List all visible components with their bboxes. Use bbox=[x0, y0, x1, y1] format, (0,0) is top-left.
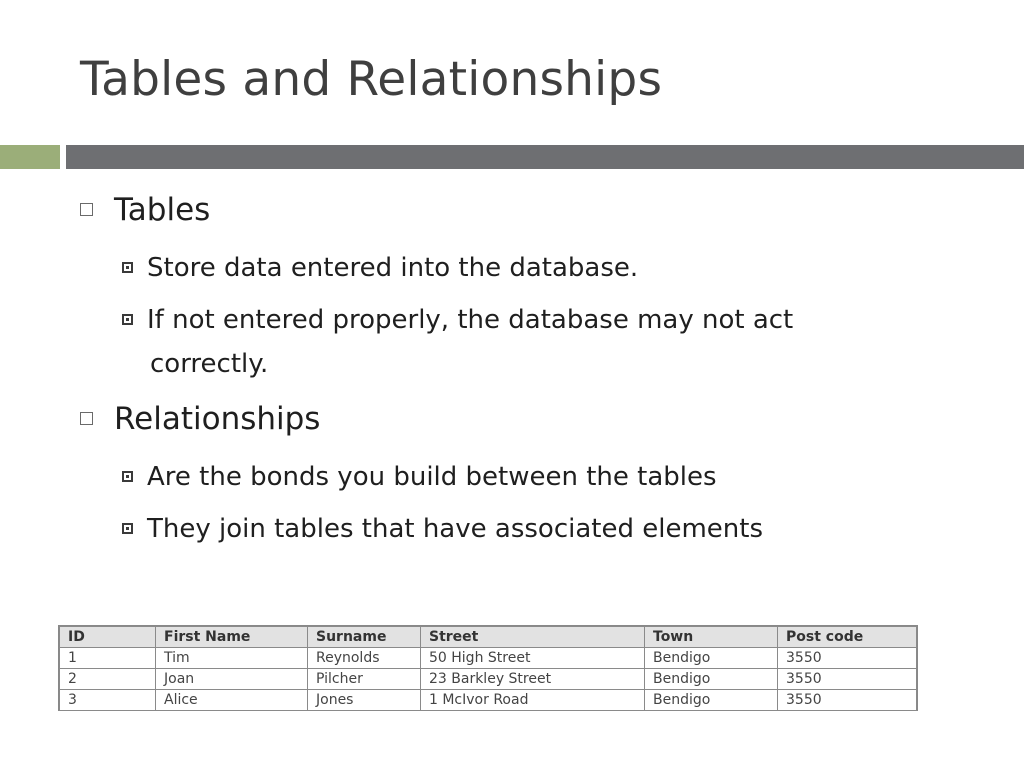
table-cell: 1 McIvor Road bbox=[421, 690, 645, 711]
sub-bullet-text: Store data entered into the database. bbox=[147, 253, 639, 283]
bullet-relationships bbox=[80, 401, 320, 437]
sub-bullet bbox=[122, 298, 922, 342]
data-table bbox=[59, 626, 917, 711]
table-cell: 2 bbox=[60, 669, 156, 690]
example-table bbox=[58, 625, 918, 711]
filled-square-bullet-icon bbox=[122, 471, 133, 482]
table-cell: 3550 bbox=[778, 648, 917, 669]
column-header-post-code: Post code bbox=[778, 627, 917, 648]
table-cell: 23 Barkley Street bbox=[421, 669, 645, 690]
bullet-label: Relationships bbox=[114, 401, 321, 437]
table-cell: Bendigo bbox=[645, 690, 778, 711]
hollow-square-bullet-icon bbox=[80, 412, 93, 425]
table-cell: 3550 bbox=[778, 690, 917, 711]
table-cell: Reynolds bbox=[308, 648, 421, 669]
filled-square-bullet-icon bbox=[122, 262, 133, 273]
table-row bbox=[60, 690, 917, 711]
column-header-id: ID bbox=[60, 627, 156, 648]
table-cell: Alice bbox=[156, 690, 308, 711]
table-cell: 3 bbox=[60, 690, 156, 711]
sub-bullet-continuation bbox=[122, 342, 950, 386]
hollow-square-bullet-icon bbox=[80, 203, 93, 216]
column-header-street: Street bbox=[421, 627, 645, 648]
sub-bullet bbox=[122, 507, 922, 551]
table-cell: 1 bbox=[60, 648, 156, 669]
sub-bullet-text: They join tables that have associated elements bbox=[147, 514, 763, 544]
slide-title: Tables and Relationships bbox=[80, 52, 663, 107]
table-cell: Bendigo bbox=[645, 669, 778, 690]
bullet-tables bbox=[80, 192, 210, 228]
filled-square-bullet-icon bbox=[122, 523, 133, 534]
sub-bullet-text: Are the bonds you build between the tables bbox=[147, 462, 717, 492]
bullet-label: Tables bbox=[114, 192, 211, 228]
sub-bullet bbox=[122, 455, 922, 499]
sub-bullet bbox=[122, 246, 922, 290]
title-divider-bar bbox=[66, 145, 1024, 169]
table-cell: 3550 bbox=[778, 669, 917, 690]
table-cell: Jones bbox=[308, 690, 421, 711]
sub-bullet-text: If not entered properly, the database may not act bbox=[147, 305, 794, 335]
table-cell: Pilcher bbox=[308, 669, 421, 690]
table-cell: Joan bbox=[156, 669, 308, 690]
filled-square-bullet-icon bbox=[122, 314, 133, 325]
accent-bar bbox=[0, 145, 60, 169]
table-row bbox=[60, 648, 917, 669]
table-cell: Bendigo bbox=[645, 648, 778, 669]
column-header-surname: Surname bbox=[308, 627, 421, 648]
table-row bbox=[60, 669, 917, 690]
column-header-first-name: First Name bbox=[156, 627, 308, 648]
table-cell: 50 High Street bbox=[421, 648, 645, 669]
sub-bullet-text: correctly. bbox=[150, 349, 269, 379]
table-header-row bbox=[60, 627, 917, 648]
table-cell: Tim bbox=[156, 648, 308, 669]
column-header-town: Town bbox=[645, 627, 778, 648]
